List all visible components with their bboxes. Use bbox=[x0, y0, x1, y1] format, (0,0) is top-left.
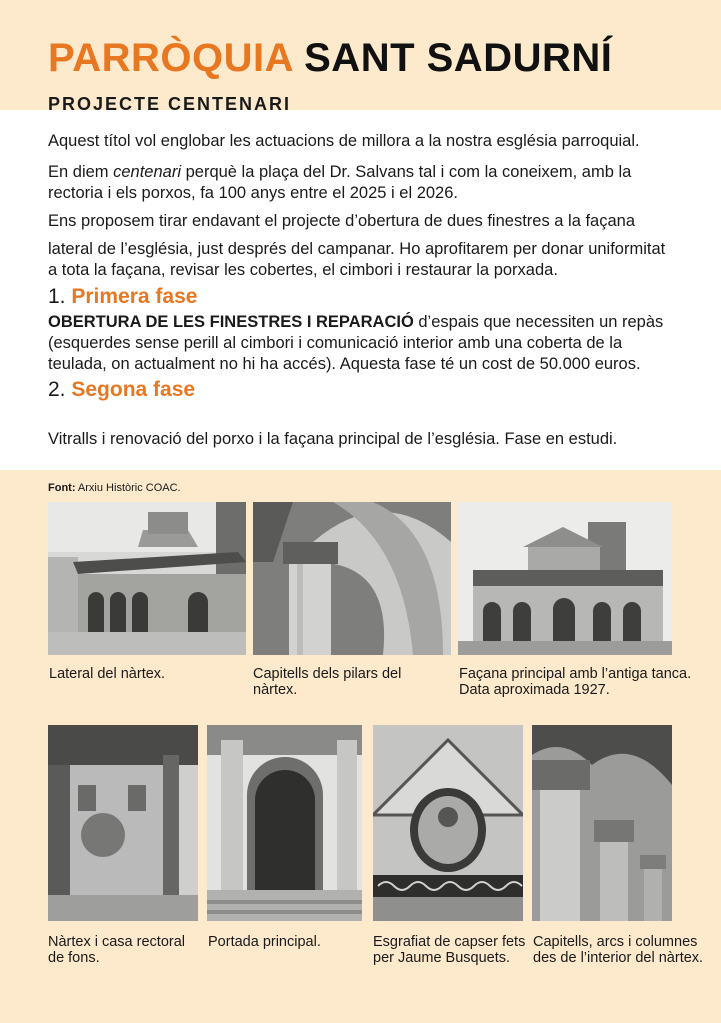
title-sant-sadurni: SANT SADURNÍ bbox=[304, 36, 613, 80]
photo-facana-principal bbox=[458, 502, 672, 655]
intro-paragraph: Aquest títol vol englobar les actuacions de millora a la nostra església parroquial. bbox=[48, 132, 640, 150]
caption-esgrafiat: Esgrafiat de capser fets per Jaume Busquets. bbox=[373, 934, 526, 966]
centenari-term: centenari bbox=[113, 163, 182, 181]
project-paragraph-rest: lateral de l’església, just després del campanar. Ho aprofitarem per donar uniformitat a tota la façana, revisar les cobertes, el cimbori i restaurar la porxada. bbox=[48, 240, 666, 279]
project-paragraph-line1: Ens proposem tirar endavant el projecte d’obertura de dues finestres a la façana bbox=[48, 212, 636, 230]
source-credit: Font: Arxiu Històric COAC. bbox=[48, 482, 181, 494]
caption-capitells-pilars: Capitells dels pilars del nàrtex. bbox=[253, 666, 402, 698]
photo-nartex-casa-rectoral bbox=[48, 725, 198, 921]
phase-2-description: Vitralls i renovació del porxo i la façana principal de l’església. Fase en estudi. bbox=[48, 430, 618, 448]
phase-1-description: OBERTURA DE LES FINESTRES I REPARACIÓ d’espais que necessiten un repàs (esquerdes sense perill al cimbori i comunicació interior amb una coberta de la teulada, on actualment no hi ha accés). Aquesta fase té un cost de 50.000 euros. bbox=[48, 313, 664, 373]
page-subtitle: PROJECTE CENTENARI bbox=[48, 94, 292, 114]
photo-capitells-pilars bbox=[253, 502, 451, 655]
phase-2-heading: 2. Segona fase bbox=[48, 378, 196, 401]
caption-lateral-nartex: Lateral del nàrtex. bbox=[49, 666, 166, 682]
caption-capitells-arcs-columnes: Capitells, arcs i columnes des de l’interior del nàrtex. bbox=[533, 934, 704, 966]
photo-esgrafiat bbox=[373, 725, 523, 921]
photo-lateral-nartex bbox=[48, 502, 246, 655]
caption-portada-principal: Portada principal. bbox=[208, 934, 321, 950]
caption-facana-principal: Façana principal amb l’antiga tanca. Data aproximada 1927. bbox=[459, 666, 692, 698]
photo-capitells-arcs-columnes bbox=[532, 725, 672, 921]
photo-portada-principal bbox=[207, 725, 362, 921]
caption-nartex-casa-rectoral: Nàrtex i casa rectoral de fons. bbox=[48, 934, 185, 966]
centenari-paragraph: En diem centenari perquè la plaça del Dr. Salvans tal i com la coneixem, amb la rectoria i els porxos, fa 100 anys entre el 2025 i el 2026. bbox=[48, 163, 632, 202]
title-parroquia: PARRÒQUIA bbox=[48, 36, 293, 80]
page-title bbox=[48, 38, 612, 78]
phase-1-heading: 1. Primera fase bbox=[48, 285, 198, 308]
